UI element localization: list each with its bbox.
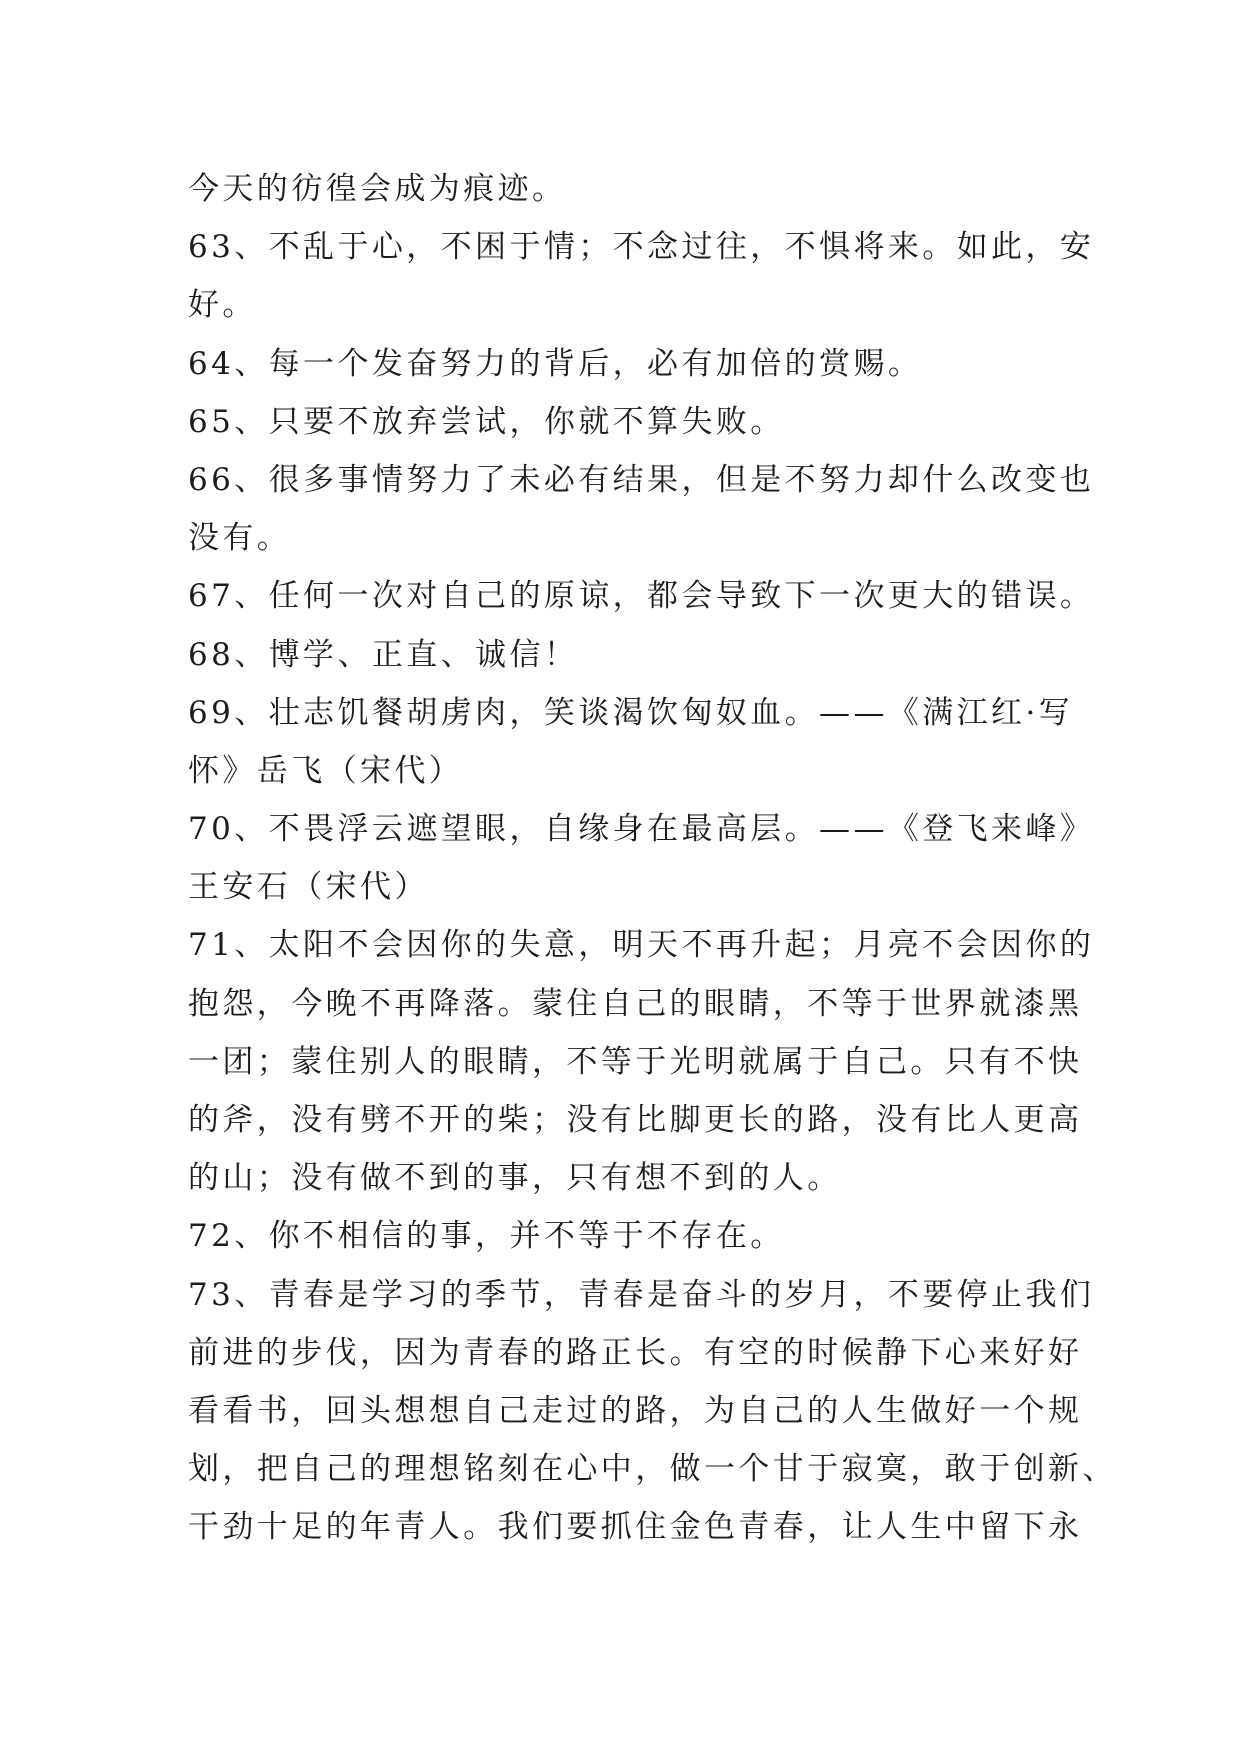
text-line: 今天的彷徨会成为痕迹。 [188, 171, 567, 207]
text-line: 看看书，回头想想自己走过的路，为自己的人生做好一个规 [188, 1392, 1083, 1429]
text-line: 70、不畏浮云遮望眼，自缘身在最高层。——《登飞来峰》 [188, 811, 1095, 848]
text-line: 71、太阳不会因你的失意，明天不再升起；月亮不会因你的 [188, 927, 1095, 964]
text-line: 划，把自己的理想铭刻在心中，做一个甘于寂寞，敢于创新、 [188, 1451, 1117, 1488]
text-line: 72、你不相信的事，并不等于不存在。 [188, 1218, 785, 1255]
text-line: 73、青春是学习的季节，青春是奋斗的岁月，不要停止我们 [188, 1276, 1095, 1313]
text-line: 69、壮志饥餐胡虏肉，笑谈渴饮匈奴血。——《满江红·写 [188, 694, 1074, 731]
text-line: 的斧，没有劈不开的柴；没有比脚更长的路，没有比人更高 [188, 1102, 1083, 1138]
text-line: 没有。 [188, 520, 292, 557]
text-line: 好。 [188, 287, 257, 324]
text-line: 的山；没有做不到的事，只有想不到的人。 [188, 1160, 842, 1197]
text-line: 65、只要不放弃尝试，你就不算失败。 [188, 403, 785, 440]
text-line: 抱怨，今晚不再降落。蒙住自己的眼睛，不等于世界就漆黑 [188, 985, 1083, 1022]
text-line: 前进的步伐，因为青春的路正长。有空的时候静下心来好好 [188, 1334, 1083, 1371]
text-line: 66、很多事情努力了未必有结果，但是不努力却什么改变也 [188, 461, 1095, 498]
document-body [188, 160, 1117, 1557]
text-line: 67、任何一次对自己的原谅，都会导致下一次更大的错误。 [188, 578, 1095, 615]
text-line: 干劲十足的年青人。我们要抓住金色青春，让人生中留下永 [188, 1509, 1083, 1546]
text-line: 64、每一个发奋努力的背后，必有加倍的赏赐。 [188, 345, 923, 382]
text-line: 63、不乱于心，不困于情；不念过往，不惧将来。如此，安 [188, 229, 1095, 266]
text-line: 一团；蒙住别人的眼睛，不等于光明就属于自己。只有不快 [188, 1043, 1083, 1080]
text-line: 王安石（宋代） [188, 869, 429, 906]
text-line: 怀》岳飞（宋代） [188, 752, 464, 789]
text-line: 68、博学、正直、诚信！ [188, 636, 579, 673]
